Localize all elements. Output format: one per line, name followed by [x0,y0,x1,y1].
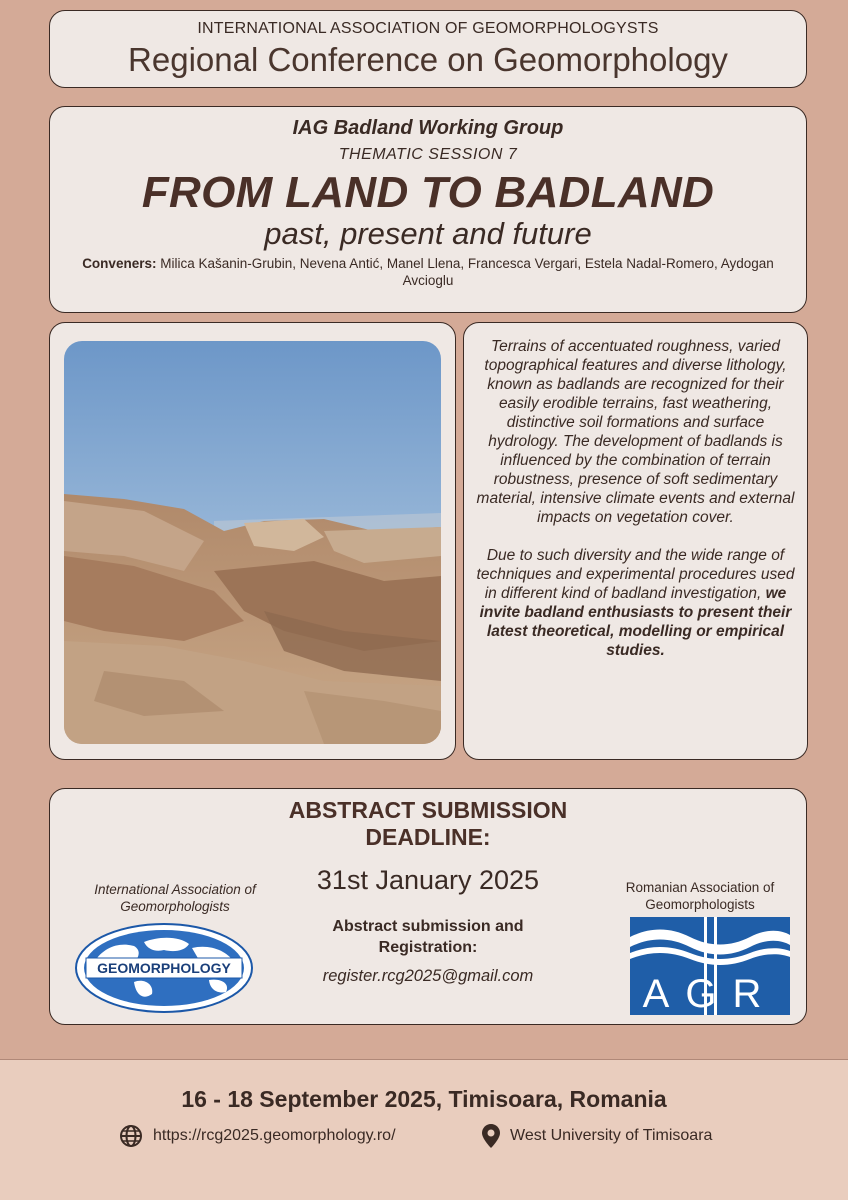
registration-label-line1: Abstract submission and [332,918,524,935]
organization-name: INTERNATIONAL ASSOCIATION OF GEOMORPHOLOGYSTS [197,20,659,37]
session-subtitle: past, present and future [264,216,592,251]
agr-logo [630,917,790,1015]
deadline-title [50,797,806,851]
session-card [49,106,807,313]
description-text [464,323,807,660]
conveners-list: Milica Kašanin-Grubin, Nevena Antić, Manel Llena, Francesca Vergari, Estela Nadal-Romero, Aydogan Avcioglu [156,256,774,288]
description-card [463,322,808,760]
deadline-card [49,788,807,1025]
description-paragraph-2-start: Due to such diversity and the wide range of techniques and experimental procedures used in different kind of badland investigation, [476,547,795,602]
venue-item [482,1124,712,1148]
iag-geomorphology-logo [74,922,254,1014]
photo-card [49,322,456,760]
globe-icon [119,1124,143,1148]
agr-caption: Romanian Association of Geomorphologists [625,880,775,912]
event-date-location: 16 - 18 September 2025, Timisoara, Romania [181,1086,667,1112]
deadline-date: 31st January 2025 [316,865,540,895]
conveners [64,255,792,289]
website-item[interactable] [119,1124,396,1148]
description-invitation: we invite badland enthusiasts to present their latest theoretical, modelling or empirical studies. [479,585,792,659]
header-card [49,10,807,88]
conference-title: Regional Conference on Geomorphology [128,41,728,78]
deadline-title-line1: ABSTRACT SUBMISSION [288,797,568,823]
footer [0,1059,848,1200]
badland-landscape-photo [64,341,441,744]
agr-logo-text: AGR [642,972,778,1015]
registration-email[interactable]: register.rcg2025@gmail.com [322,967,534,985]
website-link[interactable]: https://rcg2025.geomorphology.ro/ [153,1127,396,1144]
conveners-label: Conveners: [82,256,157,271]
venue-name: West University of Timisoara [510,1127,713,1144]
description-paragraph-1: Terrains of accentuated roughness, varied topographical features and diverse lithology, known as badlands are recognized for their easily erodible terrains, fast weathering, distinctive soil formations and surface hydrology. The development of badlands is influenced by the combination of terrain robustness, presence of soft sedimentary material, intensive climate events and external impacts on vegetation cover. [476,338,795,526]
location-pin-icon [482,1124,500,1148]
description-paragraph-2 [476,546,795,660]
registration-label-line2: Registration: [378,939,478,956]
working-group: IAG Badland Working Group [292,117,564,139]
iag-caption: International Association of Geomorphologists [94,882,256,914]
session-title: FROM LAND TO BADLAND [141,168,715,217]
iag-logo-text: GEOMORPHOLOGY [97,960,231,976]
deadline-title-line2: DEADLINE: [365,824,491,850]
thematic-session: THEMATIC SESSION 7 [338,146,518,163]
